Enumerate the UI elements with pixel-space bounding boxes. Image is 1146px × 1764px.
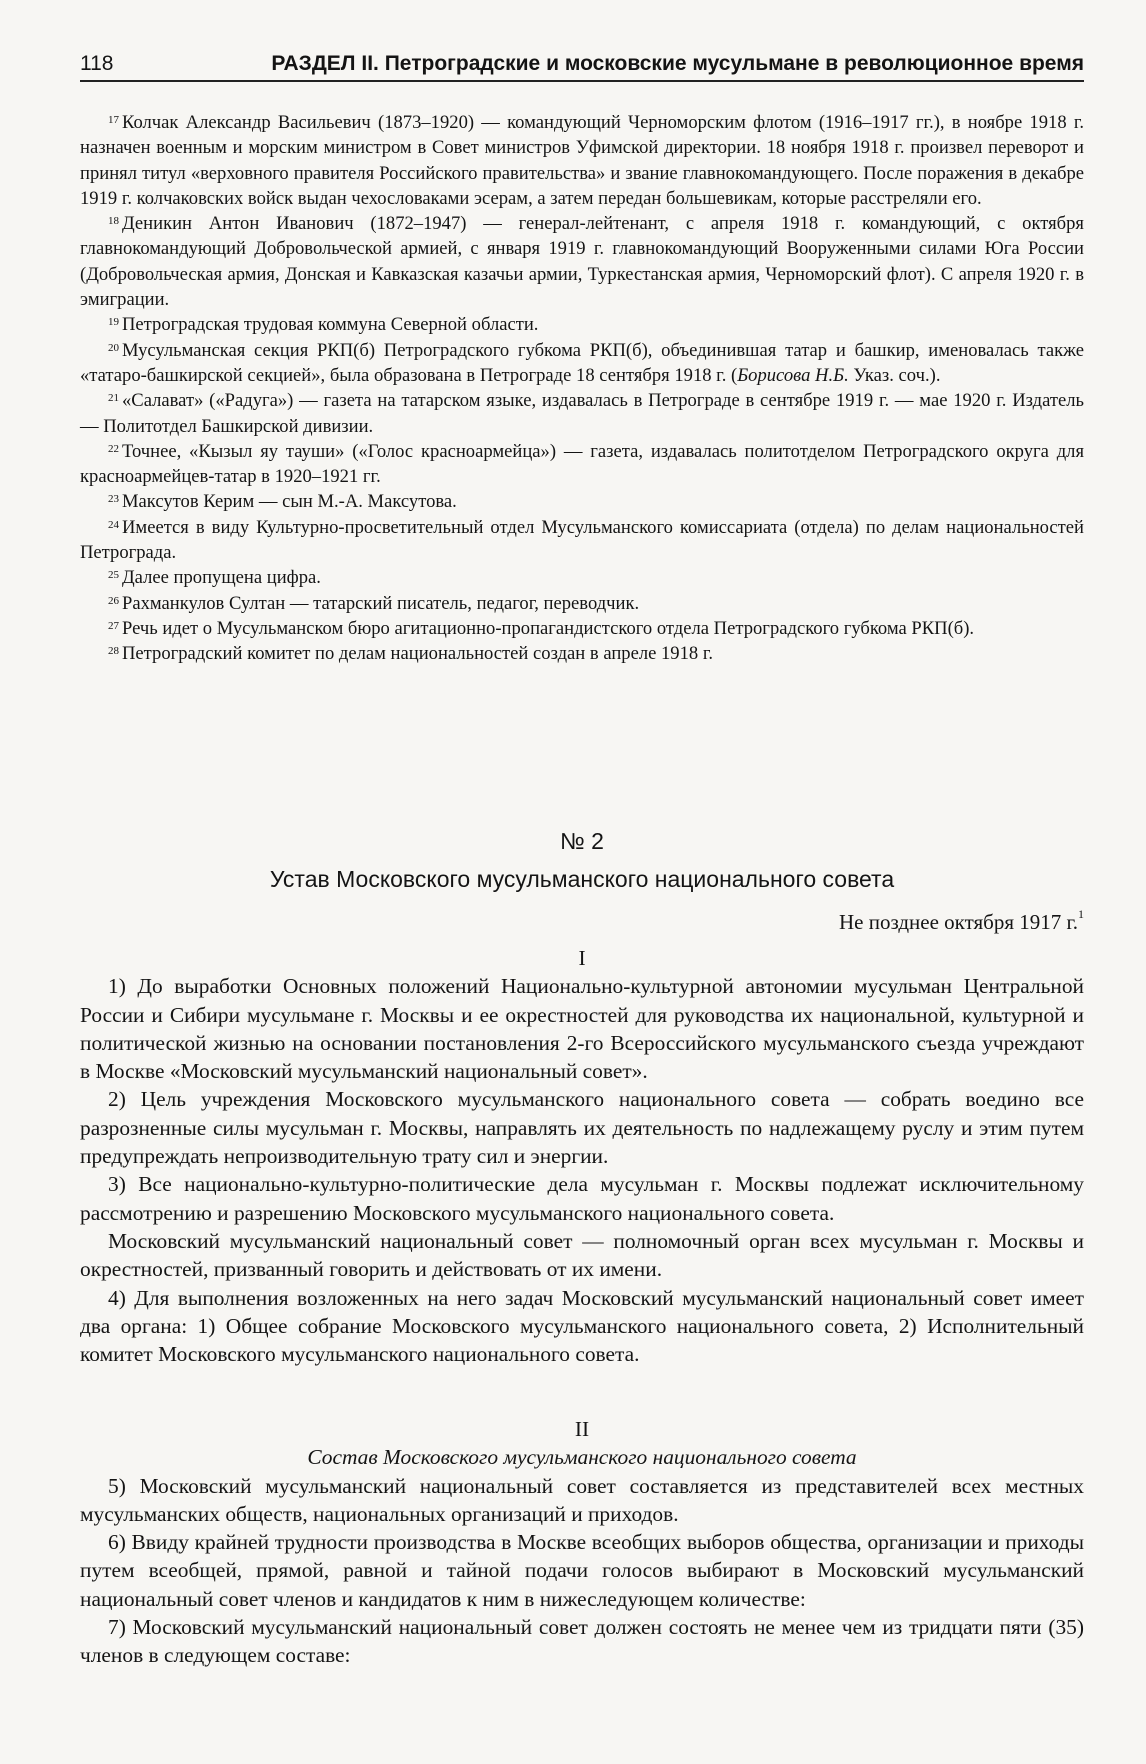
- section-two-title: Состав Московского мусульманского национального совета: [307, 1445, 857, 1470]
- page-header: [80, 52, 1084, 82]
- footnote-21: $^{21}$ «Салават» («Радуга») — газета на татарском языке, издавалась в Петрограде в сентябре 1919 г. — мае 1920 г. Издатель — Политотдел Башкирской дивизии.: [80, 390, 1084, 437]
- footnote-23: $^{23}$ Максутов Керим — сын М.-А. Максутова.: [108, 491, 457, 513]
- footnote-28: $^{28}$ Петроградский комитет по делам национальностей создан в апреле 1918 г.: [108, 643, 714, 665]
- footnotes: [80, 110, 1084, 667]
- paragraph-4: 4) Для выполнения возложенных на него задач Московский мусульманский национальный совет имеет два органа: 1) Общее собрание Московского мусульманского национального совета, 2) Исполнительный комитет Московского мусульманского национального совета.: [80, 1285, 1084, 1367]
- section-one-heading: I: [578, 946, 586, 970]
- paragraph-7: 7) Московский мусульманский национальный совет должен состоять не менее чем из тридцати пяти (35) членов в следующем составе:: [80, 1615, 1084, 1668]
- paragraph-5: 5) Московский мусульманский национальный совет составляется из представителей всех местных мусульманских обществ, национальных организаций и приходов.: [80, 1473, 1084, 1526]
- document-date: Не позднее октября 1917 г.$^1$: [838, 907, 1084, 934]
- document-number: № 2: [560, 828, 604, 854]
- paragraph-6: 6) Ввиду крайней трудности производства в Москве всеобщих выборов общества, организации и приходы путем всеобщей, прямой, равной и тайной подачи голосов выбирают в Московский мусульманский национальный совет членов и кандидатов к ним в нижеследующем количестве:: [80, 1530, 1084, 1611]
- footnote-24: $^{24}$ Имеется в виду Культурно-просветительный отдел Мусульманского комиссариата (отдела) по делам национальностей Петрограда.: [80, 516, 1084, 564]
- paragraph-2: 2) Цель учреждения Московского мусульманского национального совета — собрать воедино все разрозненные силы мусульман г. Москвы, направлять их деятельность по надлежащему руслу и этим путем предупреждать непроизводительную трату сил и энергии.: [80, 1087, 1084, 1169]
- footnote-27: $^{27}$ Речь идет о Мусульманском бюро агитационно-пропагандистского отдела Петроградского губкома РКП(б).: [108, 617, 975, 639]
- paragraph-3-cont: Московский мусульманский национальный совет — полномочный орган всех мусульман г. Москвы и окрестностей, призванный говорить и действовать от их имени.: [80, 1228, 1084, 1282]
- footnote-17: $^{17}$ Колчак Александр Васильевич (1873–1920) — командующий Черноморским флотом (1916–1917 гг.), в ноябре 1918 г. назначен военным и морским министром в Совет министров Уфимской директории. 18 ноября 1918 г. произвел переворот и принял титул «верховного правителя Российского правительства» и звание главнокомандующего. После поражения в декабре 1919 г. колчаковских войск выдан чехословаками эсерам, а затем передан большевикам, которые расстреляли его.: [80, 112, 1084, 209]
- footnote-20: $^{20}$ Мусульманская секция РКП(б) Петроградского губкома РКП(б), объединившая татар и башкир, именовалась также «татаро-башкирской секцией», была образована в Петрограде 18 сентября 1918 г. (Борисова Н.Б. Указ. соч.).: [80, 339, 1084, 386]
- section-two-heading: II: [574, 1417, 590, 1441]
- footnote-26: $^{26}$ Рахманкулов Султан — татарский писатель, педагог, переводчик.: [108, 592, 640, 614]
- footnote-19: $^{19}$ Петроградская трудовая коммуна Северной области.: [108, 314, 539, 336]
- running-title: РАЗДЕЛ II. Петроградские и московские мусульмане в революционное время: [271, 52, 1084, 75]
- section-one: [80, 944, 1084, 1368]
- paragraph-3: 3) Все национально-культурно-политические дела мусульман г. Москвы подлежат исключительному рассмотрению и разрешению Московского мусульманского национального совета.: [80, 1172, 1084, 1225]
- footnote-18: $^{18}$ Деникин Антон Иванович (1872–1947) — генерал-лейтенант, с апреля 1918 г. командующий, с октября главнокомандующий Добровольческой армией, с января 1919 г. главнокомандующий Вооруженными силами Юга России (Добровольческая армия, Донская и Кавказская казачьи армии, Туркестанская армия, Черноморский флот). С апреля 1920 г. в эмиграции.: [80, 213, 1084, 311]
- section-two: [80, 1415, 1084, 1670]
- footnote-25: $^{25}$ Далее пропущена цифра.: [108, 567, 321, 589]
- paragraph-1: 1) До выработки Основных положений Национально-культурной автономии мусульман Центральной России и Сибири мусульмане г. Москвы и ее окрестностей для руководства их национальной, культурной и политической жизнью на основании постановления 2-го Всероссийского мусульманского съезда учреждают в Москве «Московский мусульманский национальный совет».: [80, 974, 1084, 1084]
- footnote-22: $^{22}$ Точнее, «Кызыл яу тауши» («Голос красноармейца») — газета, издавалась политотделом Петроградского округа для красноармейцев-татар в 1920–1921 гг.: [80, 440, 1084, 488]
- page-number: 118: [80, 52, 114, 75]
- date-note-ref: 1: [1078, 907, 1084, 921]
- document-title: Устав Московского мусульманского национального совета: [269, 866, 895, 892]
